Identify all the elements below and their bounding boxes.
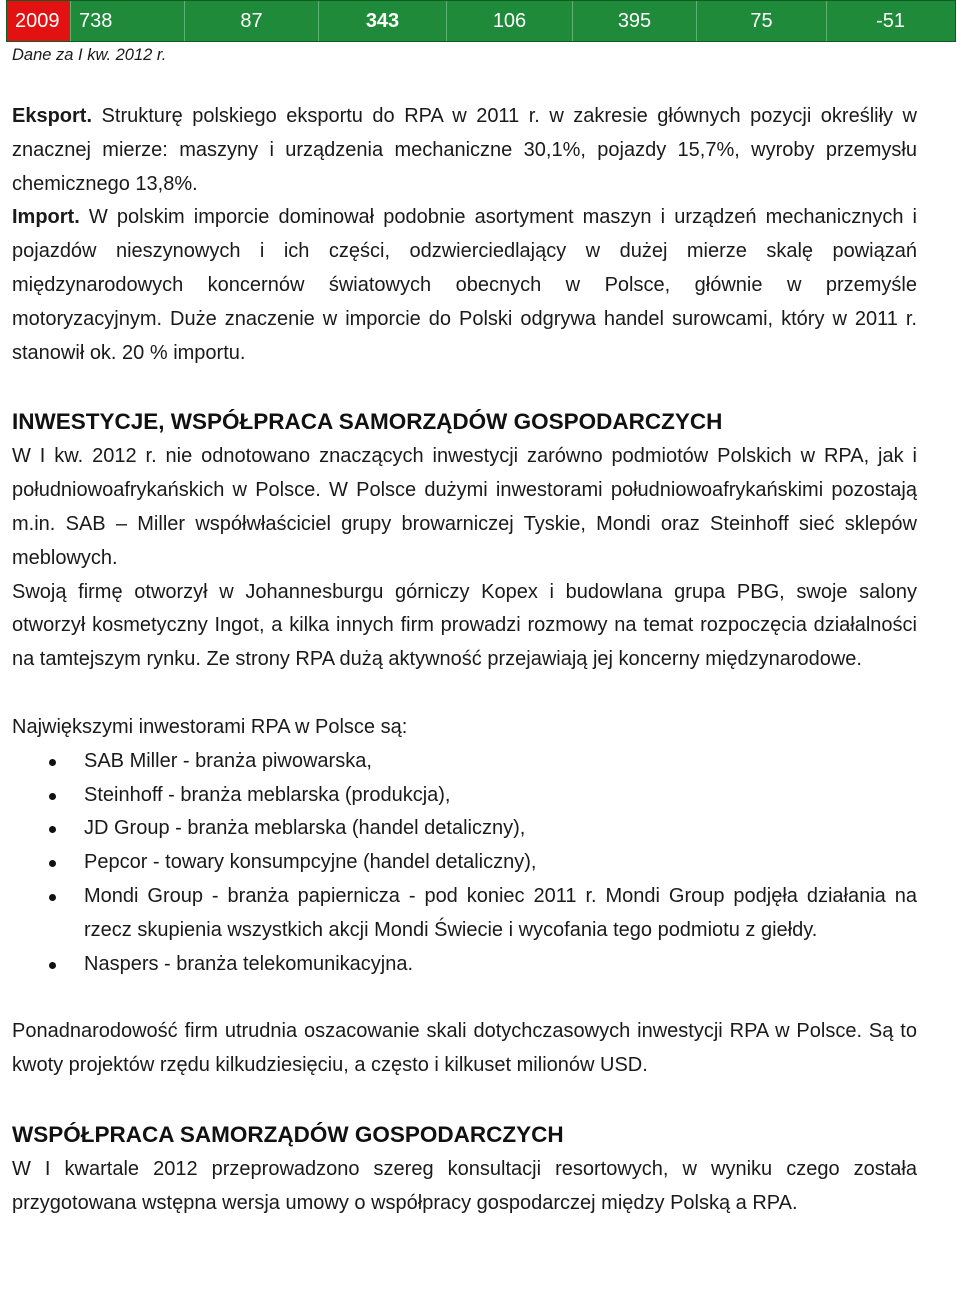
list-item: SAB Miller - branża piwowarska, <box>84 745 917 779</box>
import-text: W polskim imporcie dominował podobnie asortyment maszyn i urządzeń mechanicznych i pojazdów nieszynowych i ich części, odzwierciedlający w dużej mierze skalę powiązań międzynarodowych koncernów światowych obecnych w Polsce, głównie w przemyśle motoryzacyjnym. Duże znaczenie w imporcie do Polski odgrywa handel surowcami, który w 2011 r. stanowił ok. 20 % importu. <box>12 206 918 364</box>
table-cell: 343 <box>319 1 447 41</box>
section-heading-cooperation: WSPÓŁPRACA SAMORZĄDÓW GOSPODARCZYCH <box>12 1121 564 1147</box>
cooperation-paragraph: W I kwartale 2012 przeprowadzono szereg konsultacji resortowych, w wyniku czego została przygotowana wstępna wersja umowy o współpracy gospodarczej między Polską a RPA. <box>12 1157 917 1214</box>
spacer <box>12 70 917 100</box>
import-lead: Import. <box>12 206 80 229</box>
export-text: Strukturę polskiego eksportu do RPA w 2011 r. w zakresie głównych pozycji określiły w znacznej mierze: maszyny i urządzenia mechaniczne 30,1%, pojazdy 15,7%, wyroby przemysłu chemicznego 13,8%. <box>12 105 917 195</box>
investors-list-intro: Największymi inwestorami RPA w Polsce są: <box>12 715 408 738</box>
export-lead: Eksport. <box>12 105 93 127</box>
import-paragraph <box>12 201 917 370</box>
table-cell-year: 2009 <box>7 1 71 41</box>
table-cell: 395 <box>573 1 697 41</box>
list-item: Naspers - branża telekomunikacyjna. <box>84 948 917 982</box>
spacer <box>12 370 917 404</box>
investments-paragraph-2: Swoją firmę otworzył w Johannesburgu górniczy Kopex i budowlana grupa PBG, swoje salony otworzył kosmetyczny Ingot, a kilka innych firm prowadzi rozmowy na temat rozpoczęcia działalności na tamtejszym rynku. Ze strony RPA dużą aktywność przejawiają jej koncerny międzynarodowe. <box>12 580 917 671</box>
table-cell: 75 <box>697 1 827 41</box>
list-item: JD Group - branża meblarska (handel detaliczny), <box>84 812 917 846</box>
spacer <box>12 677 917 711</box>
export-paragraph <box>12 100 917 201</box>
section-heading-investments: INWESTYCJE, WSPÓŁPRACA SAMORZĄDÓW GOSPODARCZYCH <box>12 409 723 435</box>
table-cell: 738 <box>71 1 185 41</box>
list-item: Steinhoff - branża meblarska (produkcja), <box>84 779 917 813</box>
table-cell: 87 <box>185 1 319 41</box>
table-cell: -51 <box>876 9 905 32</box>
investors-list <box>12 745 917 982</box>
data-note: Dane za I kw. 2012 r. <box>12 46 167 64</box>
data-table-row <box>6 0 956 42</box>
list-item: Mondi Group - branża papiernicza - pod koniec 2011 r. Mondi Group podjęła działania na rzecz skupienia wszystkich akcji Mondi Świecie i wycofania tego podmiotu z giełdy. <box>84 880 917 948</box>
spacer <box>12 1083 917 1117</box>
table-cell: 106 <box>447 1 573 41</box>
investments-paragraph-1: W I kw. 2012 r. nie odnotowano znaczących inwestycji zarówno podmiotów Polskich w RPA, jak i południowoafrykańskich w Polsce. W Polsce dużymi inwestorami południowoafrykańskimi pozostają m.in. SAB – Miller współwłaściciel grupy browarniczej Tyskie, Mondi oraz Steinhoff sieć sklepów meblowych. <box>12 445 917 569</box>
document-body <box>12 40 917 1221</box>
spacer <box>12 981 917 1015</box>
list-item: Pepcor - towary konsumpcyjne (handel detaliczny), <box>84 846 917 880</box>
investments-paragraph-3: Ponadnarodowość firm utrudnia oszacowanie skali dotychczasowych inwestycji RPA w Polsce. Są to kwoty projektów rzędu kilkudziesięciu, a często i kilkuset milionów USD. <box>12 1020 917 1077</box>
